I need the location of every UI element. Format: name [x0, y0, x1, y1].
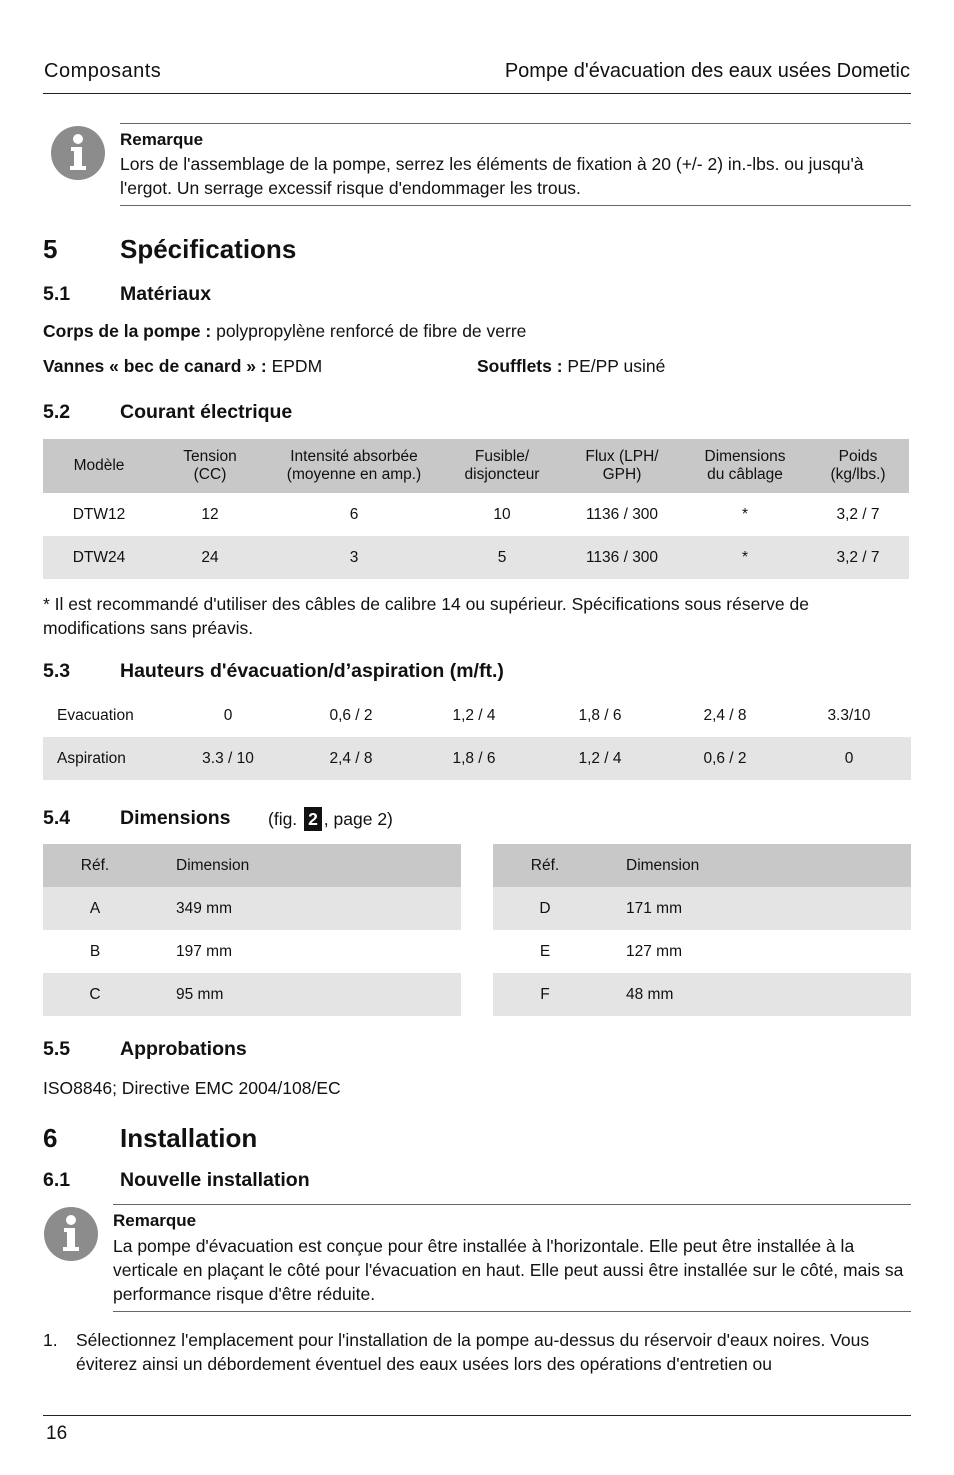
table-cell: 2,4 / 8	[703, 706, 747, 724]
footer-rule	[43, 1415, 911, 1416]
subsection-title: Approbations	[120, 1038, 247, 1060]
material-label: Soufflets :	[477, 356, 563, 376]
table-row	[43, 493, 909, 536]
step-text: Sélectionnez l'emplacement pour l'installation de la pompe au-dessus du réservoir d'eaux noires. Vous éviterez ainsi un débordement éventuel des eaux usées lors des opérations d'entretien ou	[76, 1330, 870, 1374]
table-cell: *	[741, 548, 749, 566]
heights-table	[43, 694, 911, 780]
table-row	[43, 737, 911, 780]
row-label: Aspiration	[57, 749, 126, 767]
table-cell: 0,6 / 2	[703, 749, 747, 767]
figure-ref-prefix: (fig.	[268, 809, 298, 829]
material-pump-body	[43, 319, 526, 343]
table-cell: 1,8 / 6	[452, 749, 496, 767]
column-header: Dimension	[176, 856, 250, 874]
running-header-section: Composants	[44, 60, 162, 82]
table-cell: 3,2 / 7	[836, 548, 880, 566]
table-cell: 3,2 / 7	[836, 505, 880, 523]
note-bottom-rule	[120, 205, 911, 206]
column-header: Réf.	[530, 856, 560, 874]
approvals-text: ISO8846; Directive EMC 2004/108/EC	[43, 1078, 341, 1098]
table-cell: 1,2 / 4	[578, 749, 622, 767]
table-cell: 171 mm	[626, 899, 682, 917]
subsection-number: 5.4	[43, 807, 71, 829]
material-value: polypropylène renforcé de fibre de verre	[211, 321, 527, 341]
material-value: PE/PP usiné	[562, 356, 666, 376]
subsection-number: 5.3	[43, 660, 71, 682]
section-number: 6	[43, 1123, 58, 1153]
subsection-title: Hauteurs d'évacuation/d’aspiration (m/ft.)	[120, 660, 504, 682]
column-header: Intensité absorbée (moyenne en amp.)	[286, 448, 422, 483]
note-title: Remarque	[120, 130, 204, 149]
table-cell: *	[741, 505, 749, 523]
column-header: Réf.	[80, 856, 110, 874]
material-value: EPDM	[266, 356, 323, 376]
table-header-row	[43, 439, 909, 493]
subsection-title: Courant électrique	[120, 401, 293, 423]
figure-number: 2	[304, 807, 322, 831]
table-cell: 95 mm	[176, 985, 224, 1003]
table-row	[43, 973, 461, 1016]
table-cell: 6	[349, 505, 359, 523]
column-header: Dimension	[626, 856, 700, 874]
note-top-rule	[120, 123, 911, 124]
column-header: Modèle	[73, 457, 125, 474]
table-cell: 1,8 / 6	[578, 706, 622, 724]
table-header-row	[493, 844, 911, 887]
subsection-title: Nouvelle installation	[120, 1169, 310, 1191]
subsection-number: 5.2	[43, 401, 71, 423]
table-cell: D	[539, 899, 551, 917]
table-cell: 3	[349, 548, 359, 566]
table-footnote: * Il est recommandé d'utiliser des câbles de calibre 14 ou supérieur. Spécifications sous réserve de modifications sans préavis.	[43, 594, 809, 638]
column-header: Flux (LPH/ GPH)	[585, 448, 659, 483]
note-top-rule	[113, 1204, 911, 1205]
table-row	[43, 694, 911, 737]
column-header: Fusible/ disjoncteur	[464, 448, 540, 483]
table-row	[43, 887, 461, 930]
note-bottom-rule	[113, 1311, 911, 1312]
table-cell: 12	[201, 505, 219, 523]
table-cell: 1,2 / 4	[452, 706, 496, 724]
table-cell: 48 mm	[626, 985, 674, 1003]
note-title: Remarque	[113, 1211, 197, 1230]
table-row	[493, 930, 911, 973]
material-valves	[43, 354, 322, 378]
table-cell: 127 mm	[626, 942, 682, 960]
table-cell: 0	[223, 706, 233, 724]
table-row	[43, 536, 909, 579]
note-text: La pompe d'évacuation est conçue pour être installée à l'horizontale. Elle peut être installée à la verticale en plaçant le côté pour l'évacuation en haut. Elle peut aussi être installée sur le côté, mais sa performance risque d'être réduite.	[113, 1236, 904, 1304]
table-cell: 349 mm	[176, 899, 232, 917]
table-cell: 197 mm	[176, 942, 232, 960]
table-row	[493, 887, 911, 930]
figure-ref-suffix: , page 2)	[323, 809, 393, 829]
subsection-number: 5.5	[43, 1038, 71, 1060]
subsection-title: Matériaux	[120, 283, 212, 305]
dimensions-table-left	[43, 844, 461, 1016]
section-title: Spécifications	[120, 234, 297, 264]
note-text: Lors de l'assemblage de la pompe, serrez les éléments de fixation à 20 (+/- 2) in.-lbs. ou jusqu'à l'ergot. Un serrage excessif risque d'endommager les trous.	[120, 154, 864, 198]
info-icon	[50, 125, 106, 186]
table-cell: DTW24	[72, 548, 126, 566]
table-cell: 3.3 / 10	[202, 749, 254, 767]
column-header: Dimensions du câblage	[704, 448, 786, 483]
table-cell: 10	[493, 505, 511, 523]
subsection-number: 6.1	[43, 1169, 71, 1191]
material-bellows	[477, 354, 665, 378]
table-cell: E	[539, 942, 551, 960]
material-label: Vannes « bec de canard » :	[43, 356, 267, 376]
table-cell: B	[89, 942, 101, 960]
table-cell: A	[89, 899, 101, 917]
table-cell: 2,4 / 8	[329, 749, 373, 767]
table-cell: 0,6 / 2	[329, 706, 373, 724]
dimensions-table-right	[493, 844, 911, 1016]
section-title: Installation	[120, 1123, 258, 1153]
info-icon	[43, 1206, 99, 1267]
table-cell: 0	[844, 749, 854, 767]
table-cell: 5	[497, 548, 507, 566]
table-cell: DTW12	[72, 505, 126, 523]
table-cell: 3.3/10	[827, 706, 871, 724]
table-row	[43, 930, 461, 973]
subsection-title: Dimensions	[120, 807, 231, 829]
electrical-spec-table	[43, 439, 909, 579]
table-cell: F	[540, 985, 550, 1003]
page-number: 16	[46, 1423, 68, 1444]
table-cell: C	[89, 985, 101, 1003]
table-cell: 1136 / 300	[585, 548, 659, 566]
table-cell: 1136 / 300	[585, 505, 659, 523]
column-header: Poids (kg/lbs.)	[830, 448, 886, 483]
header-rule	[43, 93, 911, 94]
material-label: Corps de la pompe :	[43, 321, 212, 341]
section-number: 5	[43, 234, 58, 264]
table-cell: 24	[201, 548, 219, 566]
step-number: 1.	[43, 1330, 58, 1350]
table-header-row	[43, 844, 461, 887]
row-label: Evacuation	[57, 706, 134, 724]
figure-reference	[268, 807, 393, 831]
column-header: Tension (CC)	[183, 448, 237, 483]
running-header-title: Pompe d'évacuation des eaux usées Dometic	[504, 60, 910, 82]
table-row	[493, 973, 911, 1016]
subsection-number: 5.1	[43, 283, 71, 305]
